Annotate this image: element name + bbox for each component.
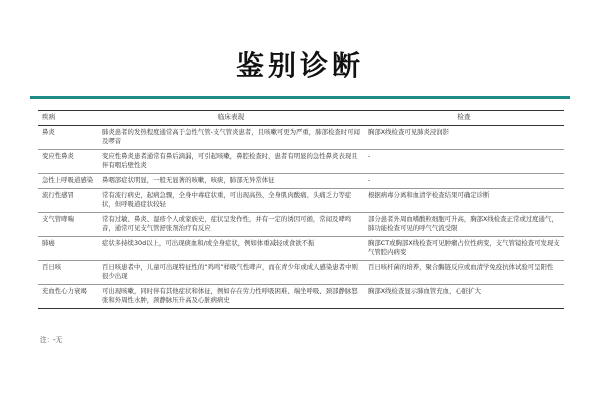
table-row	[38, 261, 564, 285]
cell-clinical: 症状多持续30d以上，可出现痰血和/或全身症状，例如体重减轻或食欲不振	[98, 237, 364, 261]
cell-clinical: 变应性鼻炎患者通常有鼻后滴漏，可引起咳嗽，鼻腔检查时，患者有明显的急性鼻炎表现且伴有咽后壁性炎	[98, 150, 364, 174]
table-row	[38, 126, 564, 150]
cell-exam: -	[364, 174, 564, 189]
cell-disease: 支气管哮喘	[38, 213, 98, 237]
page-title: 鉴别诊断	[235, 49, 364, 82]
cell-clinical: 常有流行病史，起病急骤，全身中毒症状重，可出现高热、全身肌肉酸痛、头痛乏力等症状，但呼吸道症状较轻	[98, 189, 364, 213]
cell-clinical: 肺炎患者的发热程度通常高于急性气管-支气管炎患者，且咳嗽可更为严重，肺部检查时可闻及啰音	[98, 126, 364, 150]
header-clinical: 临床表现	[98, 111, 364, 126]
table-row	[38, 189, 564, 213]
title-divider	[30, 96, 570, 99]
table-row	[38, 213, 564, 237]
cell-disease: 百日咳	[38, 261, 98, 285]
cell-exam: 根据病毒分离和血清学检查结果可确定诊断	[364, 189, 564, 213]
table-header-row	[38, 111, 564, 126]
table-footnote: 注：-无	[40, 336, 63, 344]
cell-exam: 胸部X线检查可见肺炎浸润影	[364, 126, 564, 150]
cell-disease: 变应性鼻炎	[38, 150, 98, 174]
cell-clinical: 可出现咳嗽，同时伴有其他症状和体征，例如存在劳力性呼吸困难、端坐呼吸、颈部静脉怒张和外周性水肿，颈静脉压升高及心脏病病史	[98, 285, 364, 309]
table-row	[38, 285, 564, 309]
cell-disease: 充血性心力衰竭	[38, 285, 98, 309]
table-row	[38, 174, 564, 189]
table-row	[38, 237, 564, 261]
cell-disease: 鼻炎	[38, 126, 98, 150]
header-disease: 疾病	[38, 111, 98, 126]
cell-exam: 胸部X线检查显示肺血管充血，心脏扩大	[364, 285, 564, 309]
cell-clinical: 鼻咽部症状明显，一般无显著的咳嗽，咳痰，肺部无异常体征	[98, 174, 364, 189]
cell-exam: -	[364, 150, 564, 174]
cell-exam: 部分患者外周血嗜酸粒细胞可升高，胸部X线检查正常或过度通气，肺功能检查可见的呼气气流受限	[364, 213, 564, 237]
table-row	[38, 150, 564, 174]
differential-diagnosis-table	[38, 110, 564, 309]
cell-exam: 百日咳杆菌的培养，聚合酶链反应或血清学免疫抗体试验可呈阳性	[364, 261, 564, 285]
cell-exam: 胸部CT或胸部X线检查可见肿瘤占位性病变，支气管镜检查可发现支气管腔内病变	[364, 237, 564, 261]
cell-disease: 肺癌	[38, 237, 98, 261]
header-exam: 检查	[364, 111, 564, 126]
cell-disease: 急性上呼吸道感染	[38, 174, 98, 189]
cell-disease: 流行性感冒	[38, 189, 98, 213]
cell-clinical: 百日咳患者中，儿童可出现特征性的“鸡鸣”样吸气性哮声，而在青少年或成人感染患者中则很少出现	[98, 261, 364, 285]
cell-clinical: 常有过敏、鼻炎、湿疹个人或家族史，症状呈发作性，并有一定的诱因可循，常闻及哮鸣音，通常可见支气管舒张剂治疗有反应	[98, 213, 364, 237]
